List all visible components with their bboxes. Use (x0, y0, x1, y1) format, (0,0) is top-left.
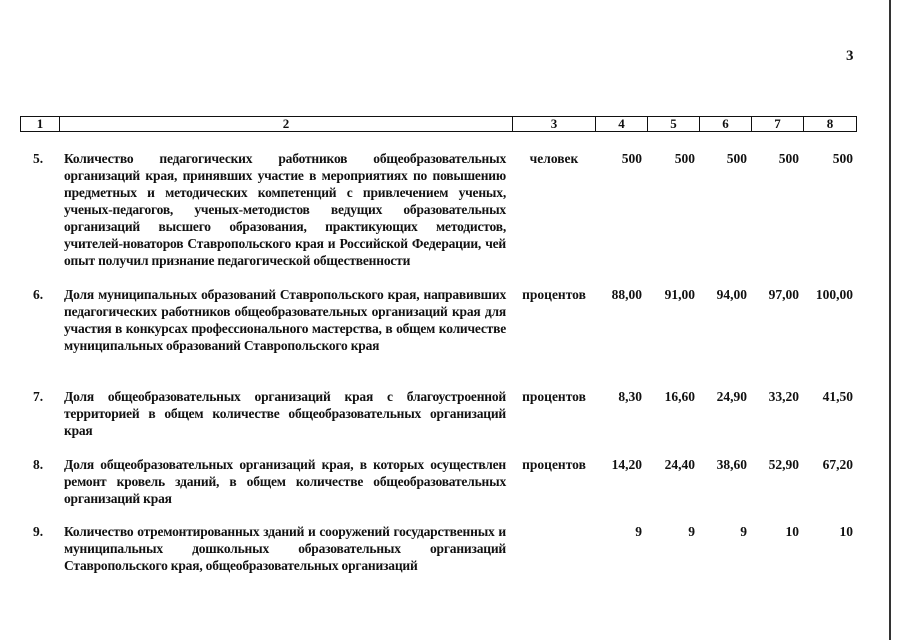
unit-of-measure: процентов (522, 457, 586, 472)
value-col-7: 10 (785, 524, 799, 539)
value-col-4: 8,30 (618, 389, 642, 404)
page-number: 3 (846, 48, 854, 64)
page-edge-rule (889, 0, 891, 640)
column-header-5: 5 (648, 117, 700, 132)
indicator-description: Доля общеобразовательных организаций края, в которых осуществлен ремонт кровель зданий, в общем количестве общеобразовательных организаций края (64, 457, 506, 506)
column-header-2: 2 (60, 117, 513, 132)
indicator-description: Количество педагогических работников общеобразовательных организаций края, принявших участие в мероприятиях по повышению предметных и методических компетенций с привлечением ученых, ученых-педагогов, ученых-методистов ведущих образовательных организаций высшего образования, практикующих методистов, учителей-новаторов Ставропольского края и Российской Федерации, чей опыт получил признание педагогической общественности (64, 151, 506, 268)
value-col-8: 500 (832, 151, 853, 166)
indicator-description: Количество отремонтированных зданий и сооружений государственных и муниципальных дошкольных образовательных организаций Ставропольского края, общеобразовательных организаций (64, 524, 506, 573)
value-col-5: 91,00 (664, 287, 695, 302)
indicator-description: Доля муниципальных образований Ставропольского края, направивших педагогических работников общеобразовательных организаций края для участия в конкурсах профессионального мастерства, в общем количестве муниципальных образований Ставропольского края (64, 287, 506, 353)
value-col-4: 9 (635, 524, 642, 539)
value-col-7: 97,00 (768, 287, 799, 302)
column-header-3: 3 (513, 117, 596, 132)
column-number-header (20, 116, 857, 132)
row-number: 5. (33, 151, 44, 166)
value-col-8: 41,50 (822, 389, 853, 404)
value-col-8: 67,20 (822, 457, 853, 472)
value-col-7: 33,20 (768, 389, 799, 404)
value-col-4: 88,00 (611, 287, 642, 302)
value-col-6: 38,60 (716, 457, 747, 472)
row-number: 7. (33, 389, 44, 404)
unit-of-measure: процентов (522, 287, 586, 302)
column-header-4: 4 (596, 117, 648, 132)
column-header-8: 8 (804, 117, 857, 132)
value-col-4: 14,20 (611, 457, 642, 472)
value-col-5: 24,40 (664, 457, 695, 472)
row-number: 6. (33, 287, 44, 302)
row-number: 8. (33, 457, 44, 472)
column-header-6: 6 (700, 117, 752, 132)
value-col-6: 24,90 (716, 389, 747, 404)
value-col-6: 94,00 (716, 287, 747, 302)
indicator-description: Доля общеобразовательных организаций края с благоустроенной территорией в общем количестве общеобразовательных организаций края (64, 389, 506, 438)
value-col-7: 52,90 (768, 457, 799, 472)
value-col-8: 100,00 (815, 287, 853, 302)
value-col-6: 500 (726, 151, 747, 166)
value-col-7: 500 (778, 151, 799, 166)
value-col-6: 9 (740, 524, 747, 539)
value-col-4: 500 (621, 151, 642, 166)
value-col-8: 10 (839, 524, 853, 539)
value-col-5: 9 (688, 524, 695, 539)
unit-of-measure: процентов (522, 389, 586, 404)
column-header-7: 7 (752, 117, 804, 132)
unit-of-measure: человек (529, 151, 579, 166)
row-number: 9. (33, 524, 44, 539)
value-col-5: 16,60 (664, 389, 695, 404)
column-header-1: 1 (21, 117, 60, 132)
value-col-5: 500 (674, 151, 695, 166)
